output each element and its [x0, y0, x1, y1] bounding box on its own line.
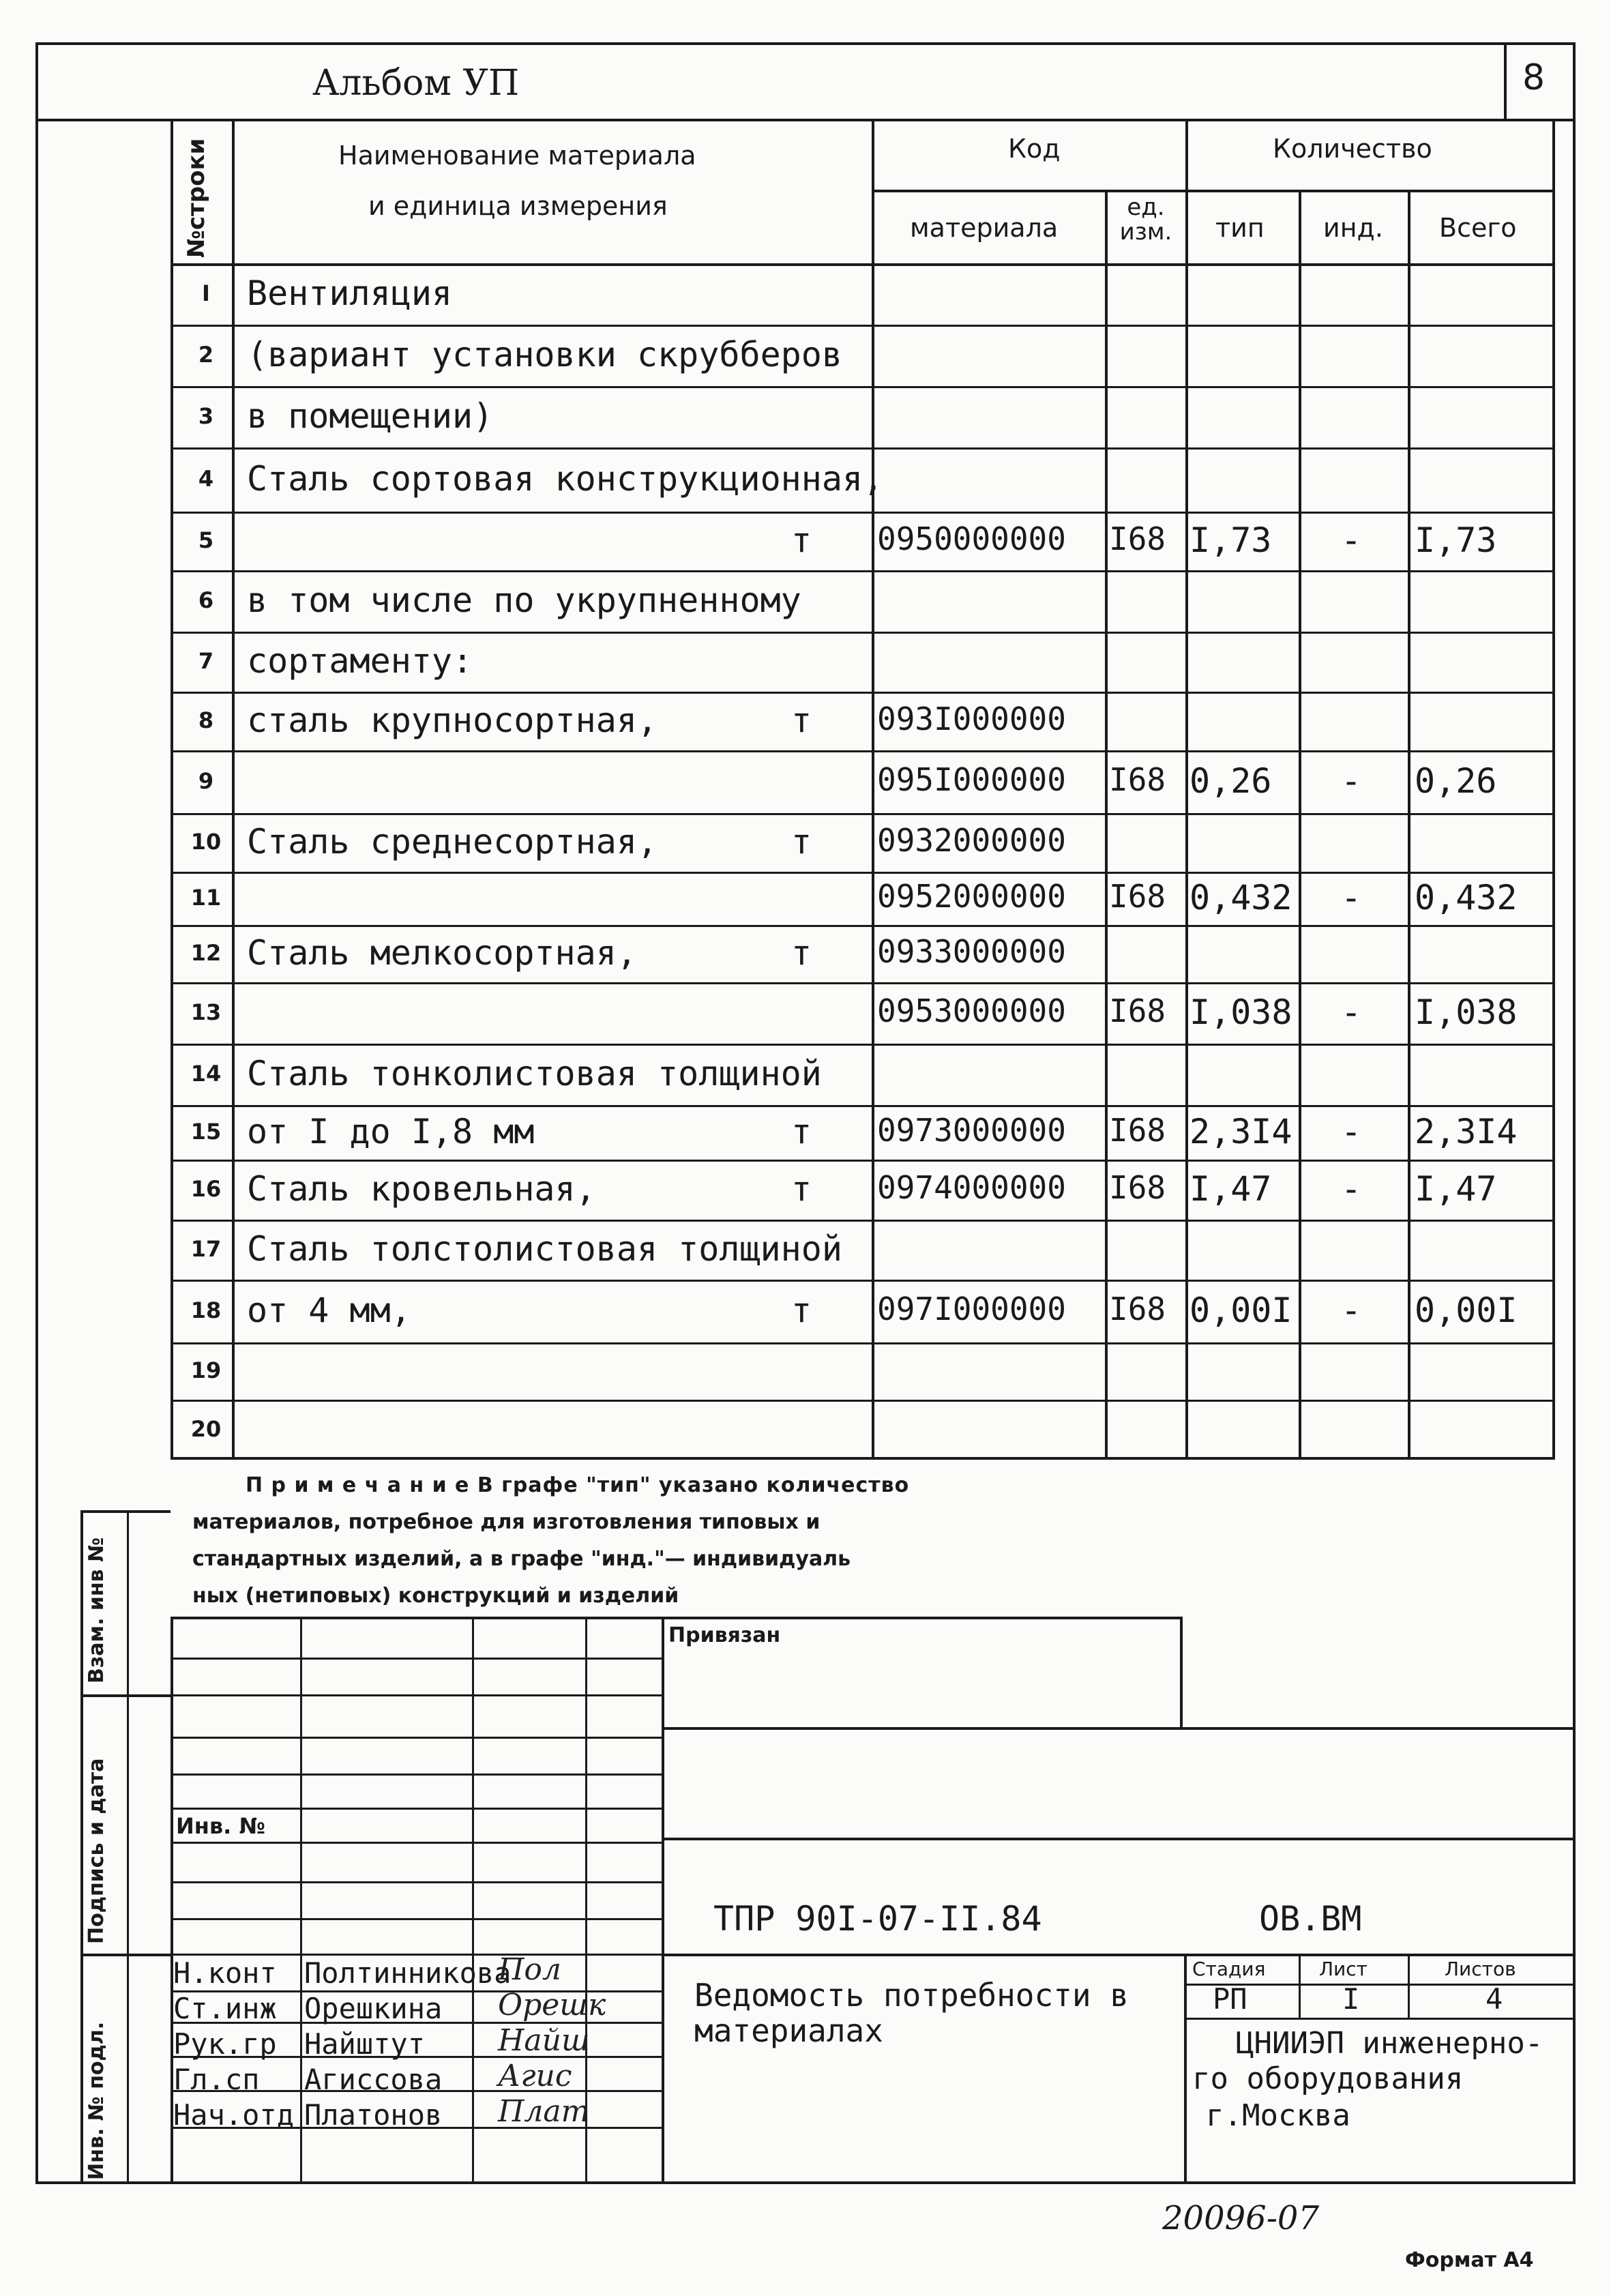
- signer-signature: Плат: [498, 2094, 590, 2129]
- side-strip-sep-2: [80, 1954, 171, 1956]
- row-qty-ind: -: [1341, 878, 1362, 917]
- format-label: Формат А4: [1405, 2248, 1534, 2272]
- sign-grid-row-line: [171, 1658, 662, 1660]
- sign-grid-row-line: [171, 1881, 662, 1883]
- row-name: Сталь сортовая конструкционная,: [247, 459, 884, 499]
- row-qty-type: 0,432: [1189, 878, 1292, 917]
- signer-role: Н.конт: [173, 1956, 277, 1990]
- row-number: 12: [190, 940, 222, 966]
- row-qty-total: 0,26: [1415, 761, 1497, 801]
- signer-role: Ст.инж: [173, 1992, 277, 2025]
- row-qty-total: I,038: [1415, 992, 1518, 1032]
- row-name: Сталь тонколистовая толщиной: [247, 1054, 822, 1093]
- note-line-3: стандартных изделий, а в графе "инд."— индивидуаль: [192, 1547, 851, 1571]
- doc-title-2: материалах: [694, 2012, 883, 2049]
- row-separator: [171, 813, 1555, 815]
- row-qty-ind: -: [1341, 761, 1362, 801]
- row-number: 3: [198, 403, 214, 429]
- row-separator: [171, 872, 1555, 874]
- stage-label: Стадия: [1192, 1958, 1266, 1980]
- row-qty-type: I,038: [1189, 992, 1292, 1032]
- sign-grid-row-line: [171, 1954, 662, 1956]
- row-separator: [171, 982, 1555, 984]
- row-name: (вариант установки скрубберов: [247, 335, 842, 374]
- row-measure-unit: I68: [1109, 1169, 1166, 1206]
- side-label-podpis: Подпись и дата: [85, 1758, 108, 1944]
- signer-signature: Агис: [498, 2059, 572, 2093]
- signer-name: Полтинникова: [304, 1956, 512, 1990]
- col-header-qty: Количество: [1273, 134, 1432, 164]
- sign-grid-row-line: [171, 1694, 662, 1696]
- row-measure-unit: I68: [1109, 520, 1166, 557]
- stamp-code-top: [662, 1838, 1576, 1840]
- stamp-privyazan-bottom: [662, 1727, 1576, 1730]
- row-qty-total: 0,00I: [1415, 1291, 1518, 1330]
- row-name: от I до I,8 мм: [247, 1112, 535, 1151]
- row-qty-type: I,47: [1189, 1169, 1272, 1209]
- row-code: 0933000000: [877, 933, 1066, 970]
- note-line-4: ных (нетиповых) конструкций и изделий: [192, 1584, 679, 1608]
- table-header-bottom: [171, 263, 1555, 266]
- row-number: 8: [198, 707, 214, 733]
- inv-no-label: Инв. №: [176, 1813, 265, 1839]
- row-qty-total: I,47: [1415, 1169, 1497, 1209]
- note-line-1: П р и м е ч а н и е В графе "тип" указано количество: [246, 1473, 910, 1497]
- row-unit: т: [791, 933, 812, 973]
- row-measure-unit: I68: [1109, 1291, 1166, 1327]
- row-qty-ind: -: [1341, 1112, 1362, 1151]
- sheets-label: Листов: [1445, 1958, 1516, 1980]
- doc-code: ТПР 90I-07-II.84: [713, 1899, 1042, 1939]
- col-line-rowno: [232, 119, 235, 1460]
- row-separator: [171, 570, 1555, 572]
- stamp-privyazan-right: [1180, 1617, 1183, 1727]
- row-code: 097I000000: [877, 1291, 1066, 1327]
- row-number: 16: [190, 1176, 222, 1202]
- row-number: 17: [190, 1236, 222, 1262]
- row-unit: т: [791, 701, 812, 740]
- row-name: Сталь толстолистовая толщиной: [247, 1229, 842, 1269]
- row-separator: [171, 447, 1555, 450]
- signer-name: Платонов: [304, 2098, 443, 2132]
- col-line-ind: [1408, 190, 1410, 1460]
- row-qty-ind: -: [1341, 1169, 1362, 1209]
- signer-signature: Орешк: [498, 1988, 606, 2022]
- col-line-unit: [1185, 119, 1188, 1460]
- stamp-top-line: [171, 1617, 1180, 1619]
- note-line-2: материалов, потребное для изготовления типовых и: [192, 1510, 821, 1534]
- table-subheader-line: [872, 190, 1555, 192]
- row-separator: [171, 1280, 1555, 1282]
- sheet-label: Лист: [1319, 1958, 1368, 1980]
- row-separator: [171, 750, 1555, 752]
- side-strip-top: [80, 1510, 171, 1513]
- col-header-qty-ind: инд.: [1323, 213, 1383, 243]
- side-strip-sep-1: [80, 1694, 171, 1697]
- stamp-stage-value-line: [1184, 2018, 1576, 2020]
- col-line-type: [1299, 190, 1301, 1460]
- signer-signature: Найш: [498, 2023, 590, 2058]
- row-qty-total: 0,432: [1415, 878, 1518, 917]
- sign-grid-row-line: [171, 1808, 662, 1810]
- side-label-inv-podl: Инв. № подл.: [85, 2021, 108, 2180]
- row-separator: [171, 692, 1555, 694]
- row-name: сталь крупносортная,: [247, 701, 658, 740]
- col-header-code-material: материала: [910, 213, 1059, 243]
- row-separator: [171, 925, 1555, 927]
- row-qty-type: I,73: [1189, 520, 1272, 560]
- row-separator: [171, 1044, 1555, 1046]
- row-unit: т: [791, 822, 812, 862]
- row-number: 13: [190, 999, 222, 1025]
- stage-value: РП: [1213, 1982, 1247, 2016]
- stamp-main-divider: [662, 1617, 664, 2184]
- row-name: в том числе по укрупненному: [247, 580, 801, 620]
- row-number: 2: [198, 342, 214, 368]
- stamp-title-top: [662, 1954, 1576, 1956]
- col-header-code: Код: [1008, 134, 1061, 164]
- row-name: в помещении): [247, 396, 494, 436]
- row-name: от 4 мм,: [247, 1291, 411, 1330]
- row-code: 093I000000: [877, 701, 1066, 737]
- row-separator: [171, 1220, 1555, 1222]
- col-header-qty-total: Всего: [1439, 213, 1517, 243]
- row-number: 20: [190, 1416, 222, 1442]
- col-header-rowno: №строки: [183, 138, 210, 258]
- sign-grid-row-line: [171, 1737, 662, 1739]
- signer-signature: Пол: [498, 1952, 561, 1987]
- signer-name: Найштут: [304, 2027, 426, 2061]
- signer-name: Орешкина: [304, 1992, 443, 2025]
- row-code: 0974000000: [877, 1169, 1066, 1206]
- signer-role: Рук.гр: [173, 2027, 277, 2061]
- col-line-name: [872, 119, 874, 1460]
- row-qty-total: I,73: [1415, 520, 1497, 560]
- org-line-2: го оборудования: [1192, 2061, 1464, 2096]
- row-measure-unit: I68: [1109, 878, 1166, 915]
- sign-col-3: [472, 1617, 474, 2184]
- sign-col-2: [300, 1617, 302, 2184]
- row-number: 18: [190, 1297, 222, 1323]
- row-number: 5: [198, 527, 214, 553]
- sheet-value: I: [1342, 1982, 1360, 2016]
- row-measure-unit: I68: [1109, 1112, 1166, 1149]
- row-number: I: [202, 280, 210, 306]
- row-code: 0952000000: [877, 878, 1066, 915]
- org-line-3: г.Москва: [1206, 2098, 1350, 2133]
- row-code: 0950000000: [877, 520, 1066, 557]
- row-code: 0973000000: [877, 1112, 1066, 1149]
- row-unit: т: [791, 1112, 812, 1151]
- row-separator: [171, 512, 1555, 514]
- album-title: Альбом УП: [312, 63, 520, 104]
- row-separator: [171, 1160, 1555, 1162]
- row-number: 14: [190, 1061, 222, 1087]
- handwritten-number: 20096-07: [1162, 2199, 1319, 2237]
- row-number: 11: [190, 885, 222, 911]
- row-number: 4: [198, 466, 214, 492]
- row-qty-ind: -: [1341, 992, 1362, 1032]
- row-separator: [171, 1400, 1555, 1402]
- row-number: 19: [190, 1357, 222, 1383]
- row-name: Вентиляция: [247, 274, 453, 313]
- row-code: 095I000000: [877, 761, 1066, 798]
- page-number-divider: [1504, 42, 1507, 119]
- row-measure-unit: I68: [1109, 761, 1166, 798]
- side-strip-left: [80, 1510, 83, 2184]
- page-number: 8: [1522, 57, 1546, 98]
- col-header-code-unit: ед. изм.: [1119, 194, 1172, 246]
- row-measure-unit: I68: [1109, 992, 1166, 1029]
- row-qty-total: 2,3I4: [1415, 1112, 1518, 1151]
- row-separator: [171, 386, 1555, 388]
- row-separator: [171, 1342, 1555, 1344]
- sign-grid-row-line: [171, 1842, 662, 1844]
- row-number: 6: [198, 587, 214, 613]
- stamp-sheets-left: [1408, 1954, 1410, 2018]
- row-qty-type: 0,26: [1189, 761, 1272, 801]
- side-label-vzam: Взам. инв №: [85, 1537, 108, 1683]
- org-line-1: ЦНИИЭП инженерно-: [1236, 2026, 1543, 2061]
- doc-mark: ОВ.ВМ: [1259, 1899, 1362, 1939]
- row-separator: [171, 1105, 1555, 1107]
- row-qty-type: 2,3I4: [1189, 1112, 1292, 1151]
- sheets-value: 4: [1486, 1982, 1503, 2016]
- doc-title-1: Ведомость потребности в: [694, 1977, 1129, 2014]
- row-name: Сталь среднесортная,: [247, 822, 658, 862]
- row-name: сортаменту:: [247, 641, 473, 681]
- col-header-name-2: и единица измерения: [368, 191, 668, 221]
- row-code: 0953000000: [877, 992, 1066, 1029]
- row-separator: [171, 325, 1555, 327]
- stamp-stage-left: [1184, 1954, 1187, 2184]
- row-unit: т: [791, 1291, 812, 1330]
- row-unit: т: [791, 1169, 812, 1209]
- row-qty-ind: -: [1341, 1291, 1362, 1330]
- stamp-sheet-left: [1299, 1954, 1301, 2018]
- signer-role: Нач.отд: [173, 2098, 295, 2132]
- row-separator: [171, 632, 1555, 634]
- col-line-code: [1105, 190, 1108, 1460]
- side-strip-mid: [127, 1510, 129, 2184]
- row-number: 9: [198, 768, 214, 794]
- row-number: 15: [190, 1119, 222, 1145]
- row-number: 7: [198, 648, 214, 674]
- row-name: Сталь мелкосортная,: [247, 933, 637, 973]
- sign-grid-row-line: [171, 1918, 662, 1920]
- signer-name: Агиссова: [304, 2063, 443, 2096]
- row-qty-ind: -: [1341, 520, 1362, 560]
- row-qty-type: 0,00I: [1189, 1291, 1292, 1330]
- col-header-qty-type: тип: [1215, 213, 1265, 243]
- row-number: 10: [190, 829, 222, 855]
- signer-role: Гл.сп: [173, 2063, 260, 2096]
- col-header-name-1: Наименование материала: [338, 141, 696, 171]
- row-unit: т: [791, 520, 812, 560]
- row-name: Сталь кровельная,: [247, 1169, 596, 1209]
- sign-grid-row-line: [171, 1773, 662, 1776]
- row-code: 0932000000: [877, 822, 1066, 859]
- privyazan-label: Привязан: [668, 1623, 781, 1647]
